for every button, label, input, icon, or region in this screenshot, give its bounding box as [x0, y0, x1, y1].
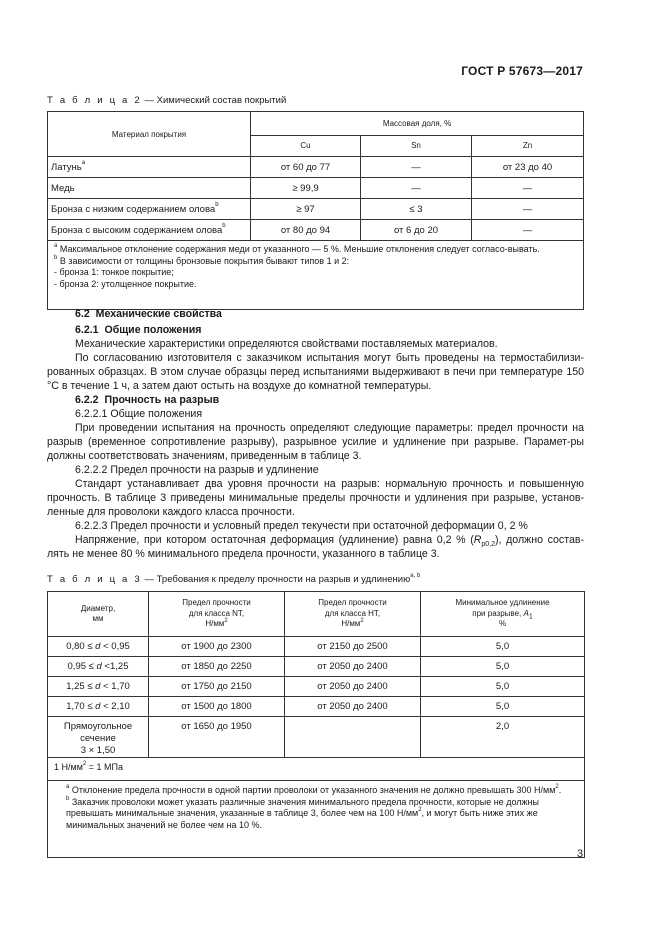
table3-cell-diameter: 1,25 ≤ d < 1,70 [48, 677, 149, 697]
table3-cell-ht [285, 717, 421, 758]
table2-footnote-b-item: - бронза 1: тонкое покрытие; [54, 267, 174, 277]
table3-cell-elongation: 5,0 [421, 637, 585, 657]
table3-cell-elongation: 5,0 [421, 677, 585, 697]
table-row [48, 657, 585, 677]
table3-cell-ht: от 2050 до 2400 [285, 657, 421, 677]
table3-cell-ht: от 2050 до 2400 [285, 697, 421, 717]
table2-cell-sn: ≤ 3 [361, 199, 472, 220]
table3-header-nt: Предел прочности для класса NT, $Н/мм^2$ [149, 592, 285, 637]
subsection-heading: 6.2.2.2 Предел прочности на разрыв и удлинение [75, 464, 319, 476]
table3-cell-diameter: Прямоугольное сечение 3 × 1,50 [48, 717, 149, 758]
table2-cell-cu: ≥ 97 [251, 199, 361, 220]
paragraph: Напряжение, при котором остаточная деформация (удлинение) равна 0,2 % $(R_{p0,2})$, должно состав-лять не менее 80 % минимального предела прочности, указанного в таблице 3. [47, 534, 585, 560]
table2-footnote-b: В зависимости от толщины бронзовые покрытия бывают типов 1 и 2: [57, 255, 350, 266]
table3-footnotes: $^а$ Отклонение предела прочности в одной партии проволоки от указанного значения не должно превышать 300 $Н/мм^2$. $^b$ Заказчик проволоки может указать различные значения минимального предела прочности, которые не должны превышать минимальные значения, указанные в таблице 3, более чем на 100 $Н/мм^2$, и могут быть ниже этих же минимальных значений не более чем на 10 %. [48, 781, 585, 858]
table2-cell-sn: — [361, 178, 472, 199]
table2-cell-material: Латунь$^а$ [48, 157, 251, 178]
table2-cell-cu: от 80 до 94 [251, 220, 361, 241]
table3-unit-note: 1 $Н/мм^2 = 1$ МПа [48, 758, 585, 781]
subsection-heading: 6.2.2.3 Предел прочности и условный предел текучести при остаточной деформации 0, 2 % [75, 520, 528, 532]
table-row [48, 157, 584, 178]
table3-cell-nt: от 1650 до 1950 [149, 717, 285, 758]
paragraph: При проведении испытания на прочность определяют следующие параметры: предел прочности на разрыв (временное сопротивление разрыву), разрывное усилие и удлинение при разрыве. Парамет-ры должны соответствовать значениям, приведенным в таблице 3. [47, 422, 584, 462]
table2-footnote-a: Максимальное отклонение содержания меди от указанного — 5 %. Меньшие отклонения следует согласо-вывать. [57, 244, 540, 254]
table3-cell-diameter: 1,70 ≤ d < 2,10 [48, 697, 149, 717]
paragraph: По согласованию изготовителя с заказчиком испытания могут быть проведены на термостабилизи-рованных образцах. В этом случае образцы перед испытаниями выдерживают в печи при температуре 150 °С в течение 1 ч, а затем дают остыть на воздухе до комнатной температуры. [47, 352, 584, 392]
table2-cell-zn: — [472, 178, 584, 199]
tensile-strength-table [47, 591, 585, 858]
table2-header-mass: Массовая доля, % [251, 112, 584, 136]
page-number: 3 [577, 848, 584, 860]
table3-caption-prefix: Т а б л и ц а 3 [47, 574, 142, 585]
table2-cell-material: Бронза с высоким содержанием олова$^b$ [48, 220, 251, 241]
table2-cell-zn: — [472, 220, 584, 241]
section-6-2 [47, 307, 584, 561]
table-row [48, 717, 585, 758]
table2-header-sn: Sn [361, 135, 472, 156]
table3-cell-ht: от 2150 до 2500 [285, 637, 421, 657]
table-row [48, 220, 584, 241]
table3-caption: Т а б л и ц а 3 — Требования к пределу прочности на разрыв и удлинению$^{а, b}$ [47, 572, 421, 585]
table3-header-ht: Предел прочности для класса НТ, $Н/мм^2$ [285, 592, 421, 637]
table2-cell-sn: — [361, 157, 472, 178]
table-row [48, 697, 585, 717]
table3-header-diameter: Диаметр, мм [48, 592, 149, 637]
document-code: ГОСТ Р 57673—2017 [461, 64, 583, 78]
section-heading: 6.2 Механические свойства [75, 308, 222, 320]
table-row [48, 178, 584, 199]
table2-cell-cu: ≥ 99,9 [251, 178, 361, 199]
table2-caption-prefix: Т а б л и ц а 2 [47, 95, 142, 106]
table2-footnote-b-item: - бронза 2: утолщенное покрытие. [54, 278, 197, 289]
section-heading: 6.2.2 Прочность на разрыв [75, 394, 220, 406]
table-row [48, 199, 584, 220]
table2-cell-cu: от 60 до 77 [251, 157, 361, 178]
table2-footnotes: $^а$ Максимальное отклонение содержания меди от указанного — 5 %. Меньшие отклонения следует согласо-вывать. $^b$ В зависимости от толщины бронзовые покрытия бывают типов 1 и 2: - бронза 1: тонкое покрытие; - бронза 2: утолщенное покрытие. [48, 241, 584, 310]
table3-cell-nt: от 1900 до 2300 [149, 637, 285, 657]
table-row [48, 637, 585, 657]
table3-footnote-b: Заказчик проволоки может указать различные значения минимального предела прочности, которые не должны превышать минимальные значения, указанные в таблице 3, более чем на 100 Н/мм [66, 796, 539, 818]
table2-cell-zn: от 23 до 40 [472, 157, 584, 178]
table2-caption-text: — Химический состав покрытий [141, 95, 287, 106]
table3-footnote-a: Отклонение предела прочности в одной партии проволоки от указанного значения не должно превышать 300 Н/мм [69, 785, 556, 795]
table3-cell-diameter: 0,95 ≤ d <1,25 [48, 657, 149, 677]
chemical-composition-table [47, 111, 584, 310]
table2-header-material: Материал покрытия [48, 112, 251, 157]
subsection-heading: 6.2.2.1 Общие положения [75, 408, 203, 420]
table2-cell-sn: от 6 до 20 [361, 220, 472, 241]
table3-caption-text: — Требования к пределу прочности на разрыв и удлинению [141, 574, 411, 585]
table3-header-elongation: Минимальное удлинение при разрыве, $A_1$ % [421, 592, 585, 637]
paragraph: Механические характеристики определяются свойствами поставляемых материалов. [75, 338, 498, 350]
table3-cell-nt: от 1500 до 1800 [149, 697, 285, 717]
table3-cell-nt: от 1750 до 2150 [149, 677, 285, 697]
table2-header-cu: Cu [251, 135, 361, 156]
table3-cell-nt: от 1850 до 2250 [149, 657, 285, 677]
table2-header-zn: Zn [472, 135, 584, 156]
table2-cell-material: Бронза с низким содержанием олова$^b$ [48, 199, 251, 220]
paragraph: Стандарт устанавливает два уровня прочности на разрыв: нормальную прочность и повышенную прочность. В таблице 3 приведены минимальные пределы прочности и удлинения при разрыве, установ-ленные для проволоки каждого класса прочности. [47, 478, 584, 518]
table2-caption [47, 95, 286, 106]
table3-cell-ht: от 2050 до 2400 [285, 677, 421, 697]
table3-cell-elongation: 5,0 [421, 697, 585, 717]
table3-cell-diameter: 0,80 ≤ d < 0,95 [48, 637, 149, 657]
table-row [48, 677, 585, 697]
table3-cell-elongation: 2,0 [421, 717, 585, 758]
section-heading: 6.2.1 Общие положения [75, 324, 202, 336]
table2-cell-zn: — [472, 199, 584, 220]
table3-cell-elongation: 5,0 [421, 657, 585, 677]
table2-cell-material: Медь [48, 178, 251, 199]
